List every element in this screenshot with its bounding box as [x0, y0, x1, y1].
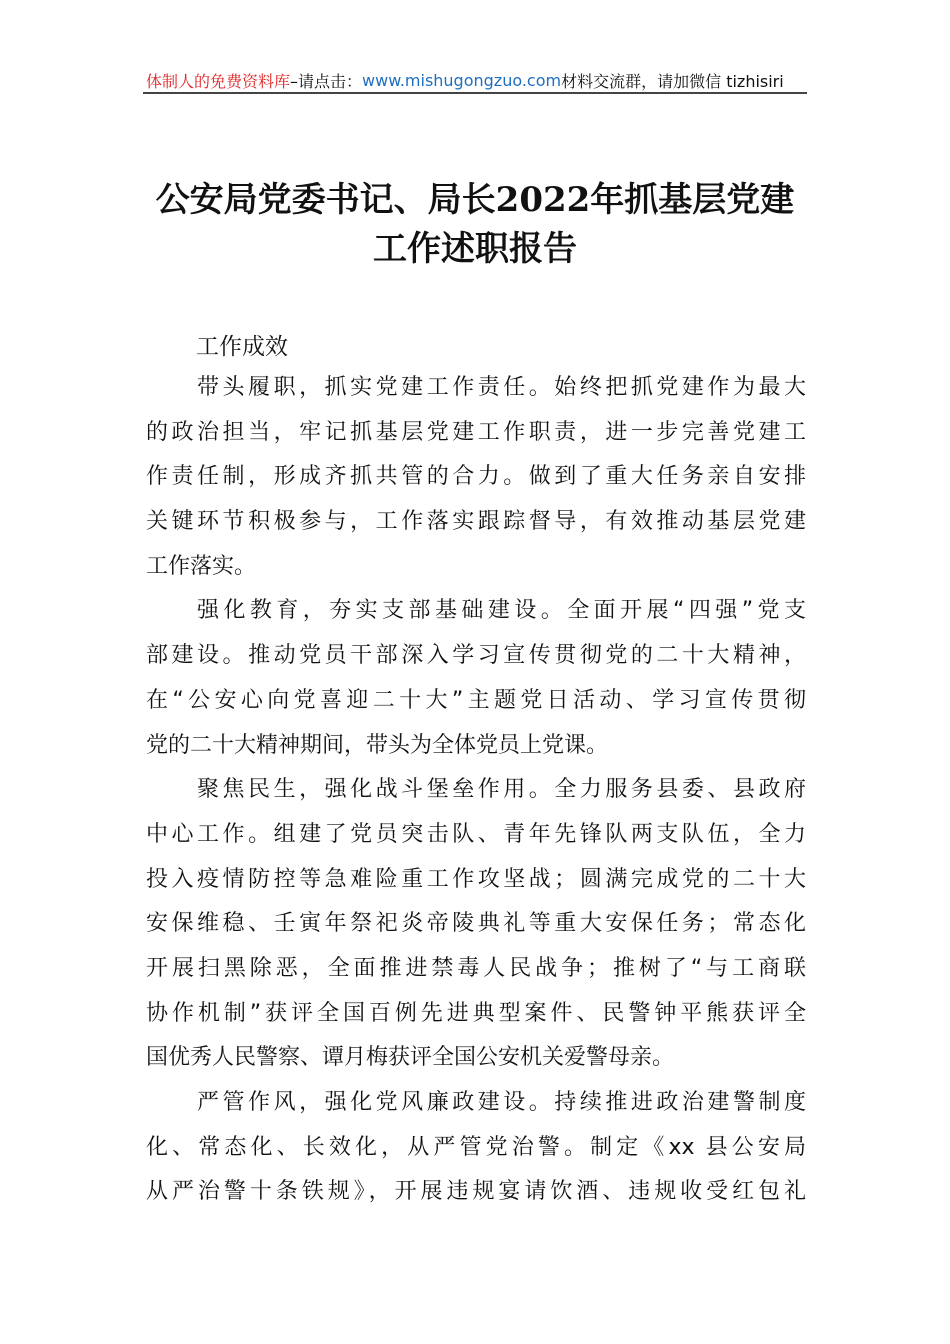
header-note: 材料交流群，请加微信 tizhisiri [561, 71, 784, 91]
paragraph-line: 工作落实。 [146, 553, 257, 579]
paragraph [146, 768, 806, 1081]
site-name: 体制人的免费资料库 [146, 71, 291, 91]
paragraph-line: 在“公安心向党喜迎二十大”主题党日活动、学习宣传贯彻 [146, 687, 806, 713]
document-body [146, 366, 806, 1215]
paragraph-line: 强化教育，夯实支部基础建设。全面开展“四强”党支 [197, 598, 806, 624]
header-prompt: –请点击： [290, 71, 363, 91]
paragraph-line: 关键环节积极参与，工作落实跟踪督导，有效推动基层党建 [146, 509, 806, 535]
paragraph [146, 1081, 806, 1215]
paragraph-line: 聚焦民生，强化战斗堡垒作用。全力服务县委、县政府 [197, 777, 806, 803]
paragraph-line: 带头履职，抓实党建工作责任。始终把抓党建作为最大 [197, 375, 806, 400]
page-header-banner [146, 68, 806, 92]
paragraph-line: 国优秀人民警察、谭月梅获评全国公安机关爱警母亲。 [146, 1045, 675, 1071]
paragraph-line: 部建设。推动党员干部深入学习宣传贯彻党的二十大精神， [146, 643, 806, 669]
paragraph-line: 化、常态化、长效化，从严管党治警。制定《xx 县公安局 [146, 1134, 806, 1160]
header-divider [143, 92, 807, 94]
document-title-line-1: 公安局党委书记、局长2022年抓基层党建 [155, 180, 795, 220]
paragraph [146, 589, 806, 768]
paragraph-line: 投入疫情防控等急难险重工作攻坚战；圆满完成党的二十大 [146, 866, 806, 892]
paragraph-line: 严管作风，强化党风廉政建设。持续推进政治建警制度 [197, 1090, 806, 1115]
paragraph-line: 党的二十大精神期间，带头为全体党员上党课。 [146, 732, 609, 758]
paragraph-line: 开展扫黑除恶，全面推进禁毒人民战争；推树了“与工商联 [146, 955, 806, 981]
paragraph-line: 的政治担当，牢记抓基层党建工作职责，进一步完善党建工 [146, 419, 806, 445]
paragraph [146, 366, 806, 589]
paragraph-line: 从严治警十条铁规》，开展违规宴请饮酒、违规收受红包礼 [146, 1179, 806, 1205]
section-heading: 工作成效 [196, 334, 288, 360]
document-title-line-2: 工作述职报告 [373, 229, 577, 269]
paragraph-line: 中心工作。组建了党员突击队、青年先锋队两支队伍，全力 [146, 821, 806, 847]
paragraph-line: 作责任制，形成齐抓共管的合力。做到了重大任务亲自安排 [146, 464, 806, 490]
paragraph-line: 协作机制”获评全国百例先进典型案件、民警钟平熊获评全 [146, 1000, 806, 1026]
website-link[interactable]: www.mishugongzuo.com [362, 70, 562, 90]
paragraph-line: 安保维稳、壬寅年祭祀炎帝陵典礼等重大安保任务；常态化 [146, 911, 806, 937]
